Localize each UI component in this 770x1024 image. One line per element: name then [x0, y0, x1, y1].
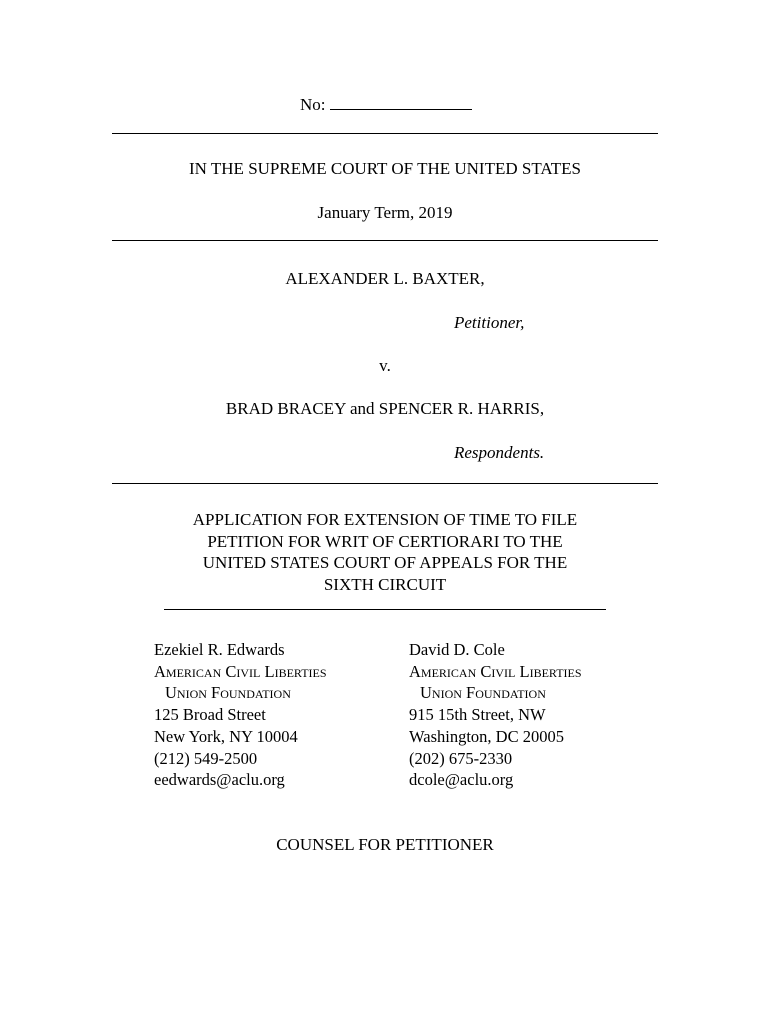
counsel-street: 125 Broad Street	[154, 705, 266, 725]
counsel-org: Union Foundation	[420, 683, 546, 703]
counsel-street: 915 15th Street, NW	[409, 705, 546, 725]
title-line: PETITION FOR WRIT OF CERTIORARI TO THE	[207, 531, 563, 551]
title-line: UNITED STATES COURT OF APPEALS FOR THE	[202, 553, 568, 573]
counsel-email: eedwards@aclu.org	[154, 770, 285, 790]
counsel-block-cole	[409, 639, 582, 791]
counsel-phone: (202) 675-2330	[409, 748, 513, 768]
counsel-city: Washington, DC 20005	[409, 726, 564, 746]
title-line: APPLICATION FOR EXTENSION OF TIME TO FILE	[192, 510, 578, 529]
docket-number	[300, 95, 472, 115]
petitioner-name: ALEXANDER L. BAXTER,	[285, 269, 485, 288]
counsel-phone: (212) 549-2500	[154, 748, 258, 768]
document-title	[0, 509, 770, 596]
divider-rule	[112, 240, 658, 241]
respondent-role: Respondents.	[454, 443, 545, 462]
respondent-names: BRAD BRACEY and SPENCER R. HARRIS,	[225, 399, 545, 418]
counsel-name: David D. Cole	[409, 640, 505, 659]
divider-rule	[164, 609, 606, 610]
counsel-org: Union Foundation	[165, 683, 291, 703]
title-line: SIXTH CIRCUIT	[323, 575, 447, 595]
counsel-org: American Civil Liberties	[409, 661, 582, 681]
docket-label: No:	[300, 95, 326, 114]
counsel-city: New York, NY 10004	[154, 726, 298, 746]
counsel-email: dcole@aclu.org	[409, 770, 514, 790]
counsel-heading: COUNSEL FOR PETITIONER	[276, 835, 494, 854]
counsel-org: American Civil Liberties	[154, 661, 327, 681]
counsel-block-edwards	[154, 639, 327, 791]
court-name: IN THE SUPREME COURT OF THE UNITED STATES	[189, 159, 581, 178]
versus: v.	[379, 356, 391, 375]
docket-blank-line	[330, 97, 472, 110]
divider-rule	[112, 483, 658, 484]
court-term: January Term, 2019	[317, 203, 453, 222]
divider-rule	[112, 133, 658, 134]
counsel-name: Ezekiel R. Edwards	[154, 640, 285, 659]
petitioner-role: Petitioner,	[454, 313, 525, 332]
